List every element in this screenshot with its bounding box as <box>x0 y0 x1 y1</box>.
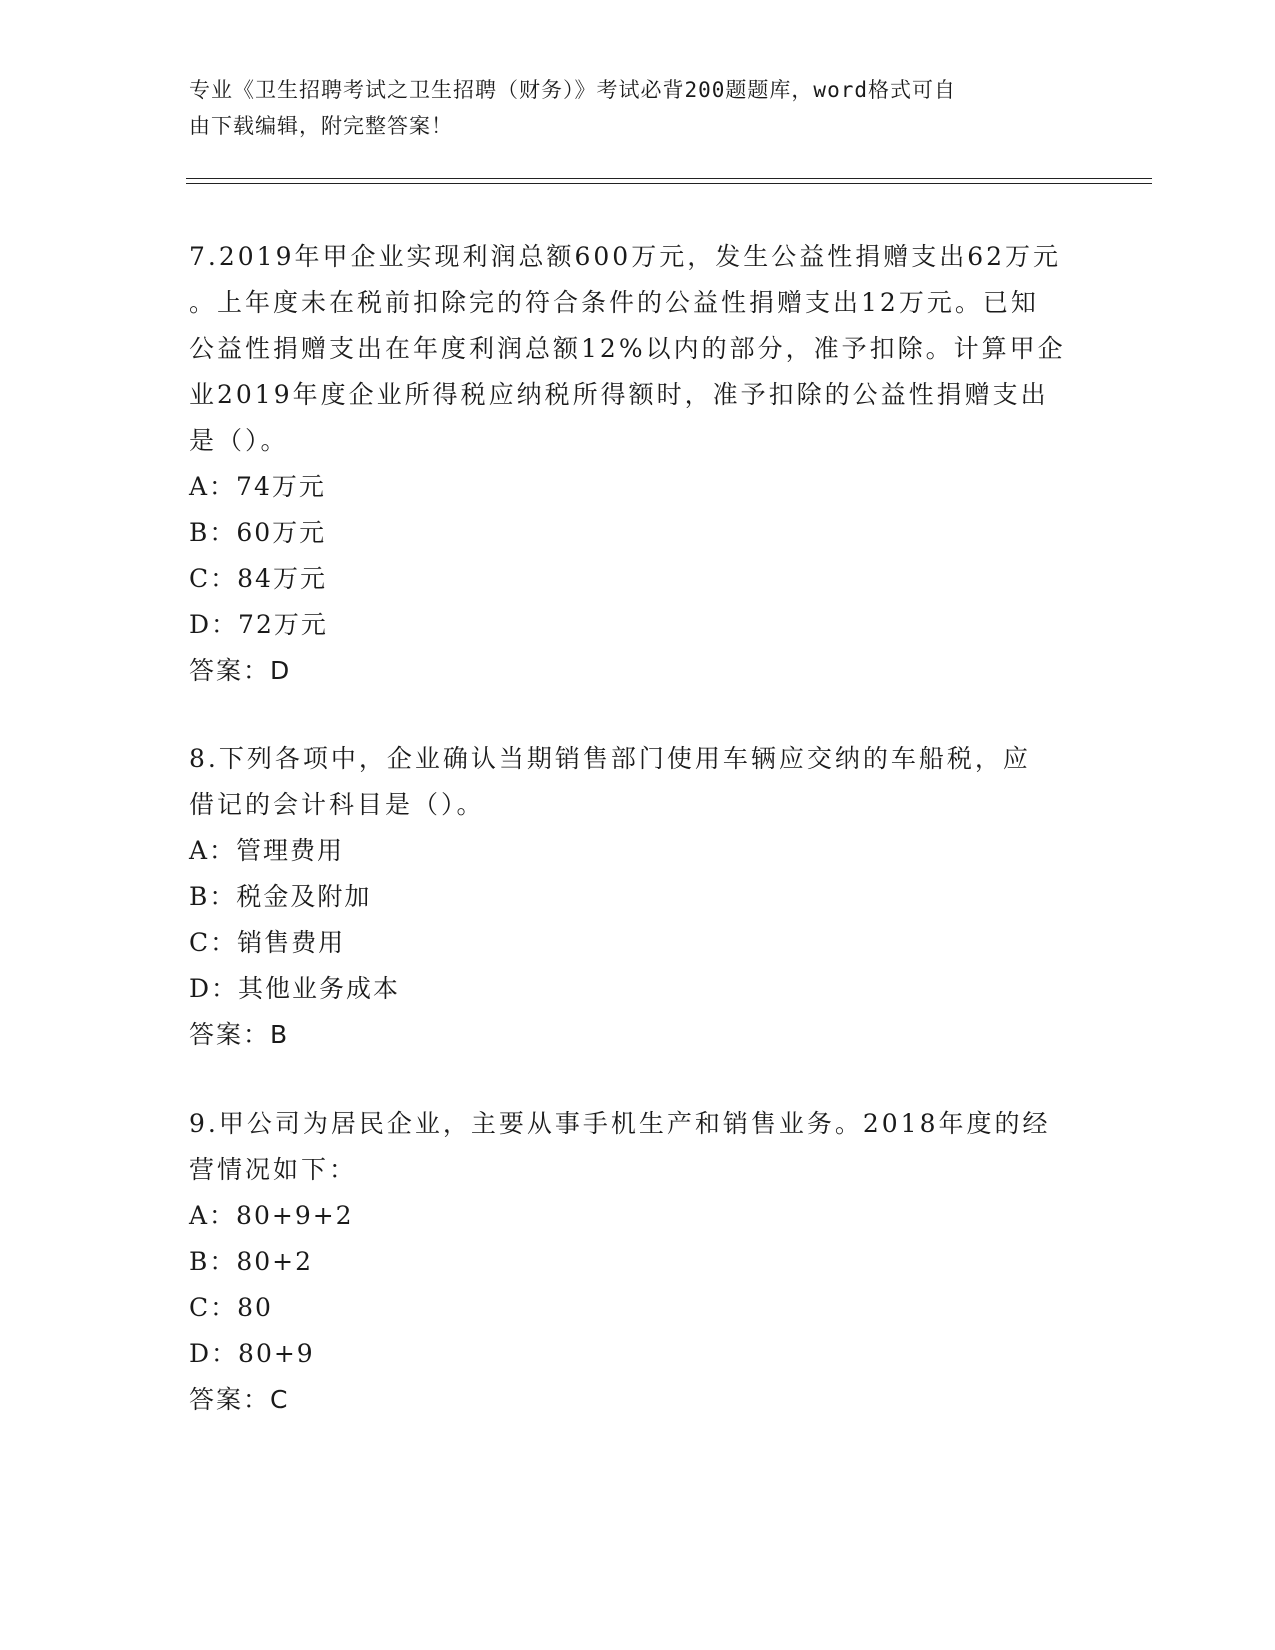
stem-line: 8.下列各项中，企业确认当期销售部门使用车辆应交纳的车船税，应 <box>189 744 1031 773</box>
option-a: A：80+9+2 <box>189 1201 354 1230</box>
option-b: B：80+2 <box>189 1247 314 1276</box>
option-d: D：其他业务成本 <box>189 974 401 1003</box>
stem-line: 是（）。 <box>189 426 289 455</box>
question-7 <box>189 234 1089 694</box>
answer: 答案：B <box>189 1020 290 1049</box>
question-stem <box>189 234 1089 464</box>
option-b: B：60万元 <box>189 518 327 547</box>
header-line-2: 由下载编辑，附完整答案！ <box>189 114 453 138</box>
option-c: C：销售费用 <box>189 928 346 957</box>
answer: 答案：D <box>189 656 292 685</box>
question-8 <box>189 736 1089 1058</box>
stem-line: 。上年度未在税前扣除完的符合条件的公益性捐赠支出12万元。已知 <box>189 288 1039 317</box>
option-d: D：80+9 <box>189 1339 315 1368</box>
document-header <box>189 72 1069 144</box>
option-a: A：管理费用 <box>189 836 345 865</box>
option-d: D：72万元 <box>189 610 328 639</box>
question-stem <box>189 736 1089 828</box>
option-a: A：74万元 <box>189 472 326 501</box>
stem-line: 公益性捐赠支出在年度利润总额12%以内的部分，准予扣除。计算甲企 <box>189 334 1066 363</box>
header-line-1: 专业《卫生招聘考试之卫生招聘（财务）》考试必背200题题库，word格式可自 <box>189 78 956 102</box>
option-c: C：80 <box>189 1293 273 1322</box>
stem-line: 9.甲公司为居民企业，主要从事手机生产和销售业务。2018年度的经 <box>189 1109 1051 1138</box>
option-b: B：税金及附加 <box>189 882 372 911</box>
option-c: C：84万元 <box>189 564 327 593</box>
stem-line: 7.2019年甲企业实现利润总额600万元，发生公益性捐赠支出62万元 <box>189 242 1062 271</box>
stem-line: 营情况如下： <box>189 1155 358 1184</box>
header-divider-top <box>186 178 1152 179</box>
question-9 <box>189 1101 1089 1423</box>
question-stem <box>189 1101 1089 1193</box>
stem-line: 借记的会计科目是（）。 <box>189 790 485 819</box>
header-divider-bottom <box>186 183 1152 184</box>
stem-line: 业2019年度企业所得税应纳税所得额时，准予扣除的公益性捐赠支出 <box>189 380 1049 409</box>
answer: 答案：C <box>189 1385 290 1414</box>
